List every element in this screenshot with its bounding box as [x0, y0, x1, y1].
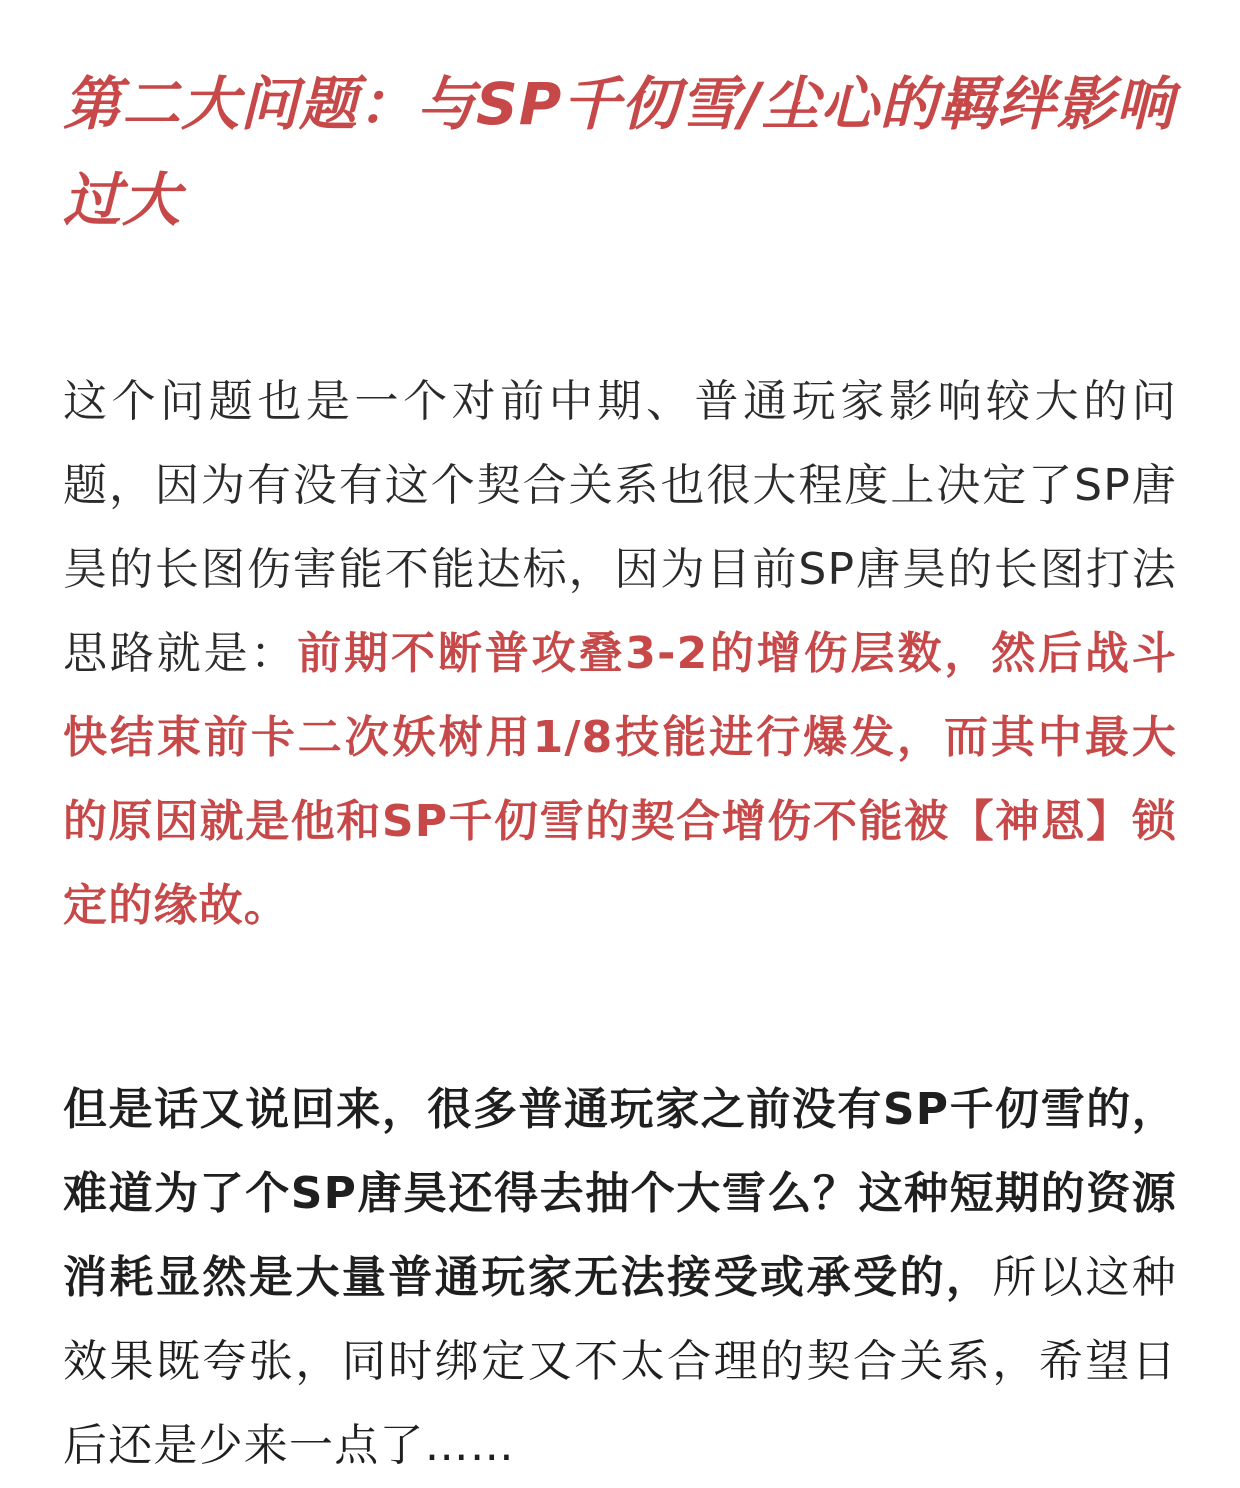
paragraph-intro: [63, 360, 1177, 948]
paragraph-intro-highlight: 前期不断普攻叠3-2的增伤层数，然后战斗快结束前卡二次妖树用1/8技能进行爆发，而其中最大的原因就是他和SP千仞雪的契合增伤不能被【神恩】锁定的缘故。: [63, 628, 1177, 931]
section-heading: 第二大问题：与SP千仞雪/尘心的羁绊影响过大: [63, 70, 1175, 234]
paragraph-intro-text: 这个问题也是一个对前中期、普通玩家影响较大的问题，因为有没有这个契合关系也很大程度上决定了SP唐昊的长图伤害能不能达标，因为目前SP唐昊的长图打法思路就是：: [63, 376, 1177, 679]
paragraph-conclusion-tail: 所以这种效果既夸张，同时绑定又不太合理的契合关系，希望日后还是少来一点了……: [63, 1252, 1177, 1471]
paragraph-conclusion: [63, 1068, 1177, 1488]
paragraph-conclusion-main: 但是话又说回来，很多普通玩家之前没有SP千仞雪的，难道为了个SP唐昊还得去抽个大雪么？这种短期的资源消耗显然是大量普通玩家无法接受或承受的，: [63, 1084, 1177, 1303]
article: [63, 56, 1177, 1488]
